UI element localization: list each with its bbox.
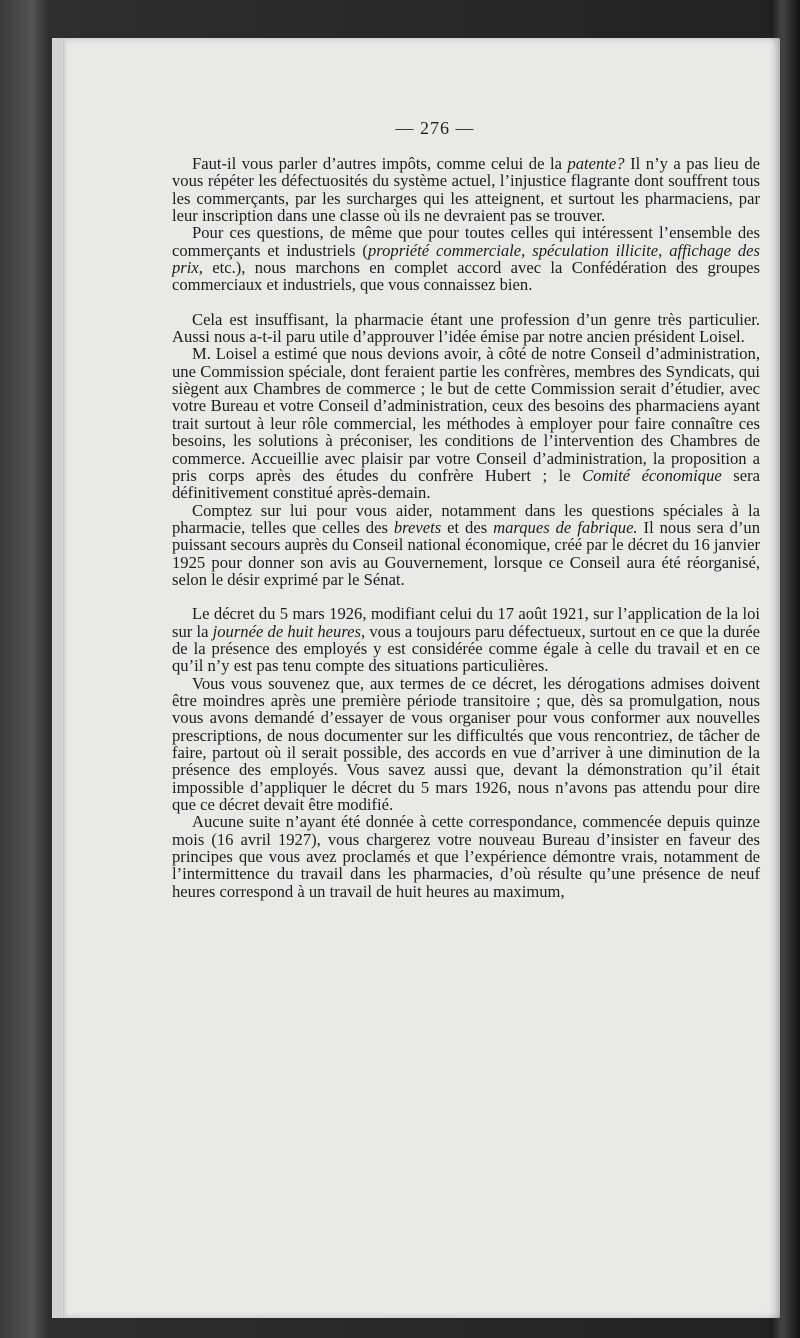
text-run: Vous vous souvenez que, aux termes de ce décret, les dérogations admises doivent être moindres après une première période transitoire ; que, dès sa promulgation, nous vous avons demandé d’essayer de vous organiser pour vous conformer aux nouvelles prescriptions, de nous documenter sur les difficultés que vous rencontriez, de tâcher de faire, partout où il serait possible, des accords en vue d’arriver à une diminution de la présence des employés. Vous savez aussi que, devant la démonstration qu’il était impossible d’appliquer le décret du 5 mars 1926, nous n’avons pas attendu pour dire que ce décret devait être modifié. xyxy=(172,673,760,815)
italic-text: propriété commerciale, spéculation illicite, affichage des prix, xyxy=(172,240,761,278)
text-run: Faut-il vous parler d’autres impôts, comme celui de la xyxy=(192,154,568,173)
text-run: M. Loisel a estimé que nous devions avoir, à côté de notre Conseil d’administration, une Commission spéciale, dont feraient partie les confrères, membres des Syndicats, qui siègent aux Chambres de commerce ; le but de cette Commission serait d’étudier, avec votre Bureau et votre Conseil d’administration, ceux des besoins des pharmaciens ayant trait surtout à leur rôle commercial, les méthodes à employer pour faire connaître ces besoins, les solutions à préconiser, les conditions de l’intervention des Chambres de commerce. Accueillie avec plaisir par votre Conseil d’administration, la proposition a pris corps après des études du confrère Hubert ; le xyxy=(172,344,760,485)
text-run: sera définitivement constitué après-demain. xyxy=(172,465,760,503)
text-run: Il n’y a pas lieu de vous répéter les défectuosités du système actuel, l’injustice flagrante dont souffrent tous les commerçants, par les surcharges qui les atteignent, et surtout les pharmaciens, par leur inscription dans une classe où ils ne devraient pas se trouver. xyxy=(172,154,760,226)
text-run: Cela est insuffisant, la pharmacie étant une profession d’un genre très particulier. Aussi nous a-t-il paru utile d’approuver l’idée émise par notre ancien président Loisel. xyxy=(172,309,760,347)
text-run: et des xyxy=(441,517,494,537)
paragraph xyxy=(172,311,760,346)
page-edge xyxy=(52,38,66,1318)
italic-text: patente? xyxy=(567,154,625,173)
text-run: Pour ces questions, de même que pour toutes celles qui intéressent l’ensemble des commerçants et industriels ( xyxy=(172,223,760,260)
text-run: Le décret du 5 mars 1926, modifiant celui du 17 août 1921, sur l’application de la loi sur la xyxy=(172,604,760,641)
paragraph xyxy=(172,813,760,900)
page-number: — 276 — xyxy=(395,118,475,138)
paragraph xyxy=(172,345,760,501)
text-run: etc.), nous marchons en complet accord avec la Confédération des groupes commerciaux et industriels, que vous connaissez bien. xyxy=(172,258,760,295)
text-run: vous a toujours paru défectueux, surtout en ce que la durée de la présence des employés y est considérée comme égale à celle du travail et en ce qu’il n’y est pas tenu compte des situations particulières. xyxy=(172,621,760,676)
paragraph xyxy=(172,605,760,674)
italic-text: journée de huit heures, xyxy=(212,621,366,641)
body-text xyxy=(172,155,760,900)
text-run: Comptez sur lui pour vous aider, notamment dans les questions spéciales à la pharmacie, telles que celles des xyxy=(172,500,760,537)
paragraph xyxy=(172,224,760,293)
paragraph xyxy=(172,155,760,224)
text-run: Il nous sera d’un puissant secours auprès du Conseil national économique, créé par le décret du 16 janvier 1925 pour donner son avis au Gouvernement, lorsque ce Conseil aura été réorganisé, selon le désir exprimé par le Sénat. xyxy=(172,517,760,589)
text-run: Aucune suite n’ayant été donnée à cette correspondance, commencée depuis quinze mois (16 avril 1927), vous chargerez votre nouveau Bureau d’insister en faveur des principes que vous avez proclamés et que l’expérience démontre vrais, notamment de l’intermittence du travail dans les pharmacies, d’où résulte qu’une présence de neuf heures correspond à un travail de huit heures au maximum, xyxy=(172,812,760,901)
paragraph xyxy=(172,675,760,814)
italic-text: Comité économique xyxy=(582,465,722,485)
paragraph xyxy=(172,502,760,589)
italic-text: marques de fabrique. xyxy=(493,517,638,537)
italic-text: brevets xyxy=(393,517,442,537)
